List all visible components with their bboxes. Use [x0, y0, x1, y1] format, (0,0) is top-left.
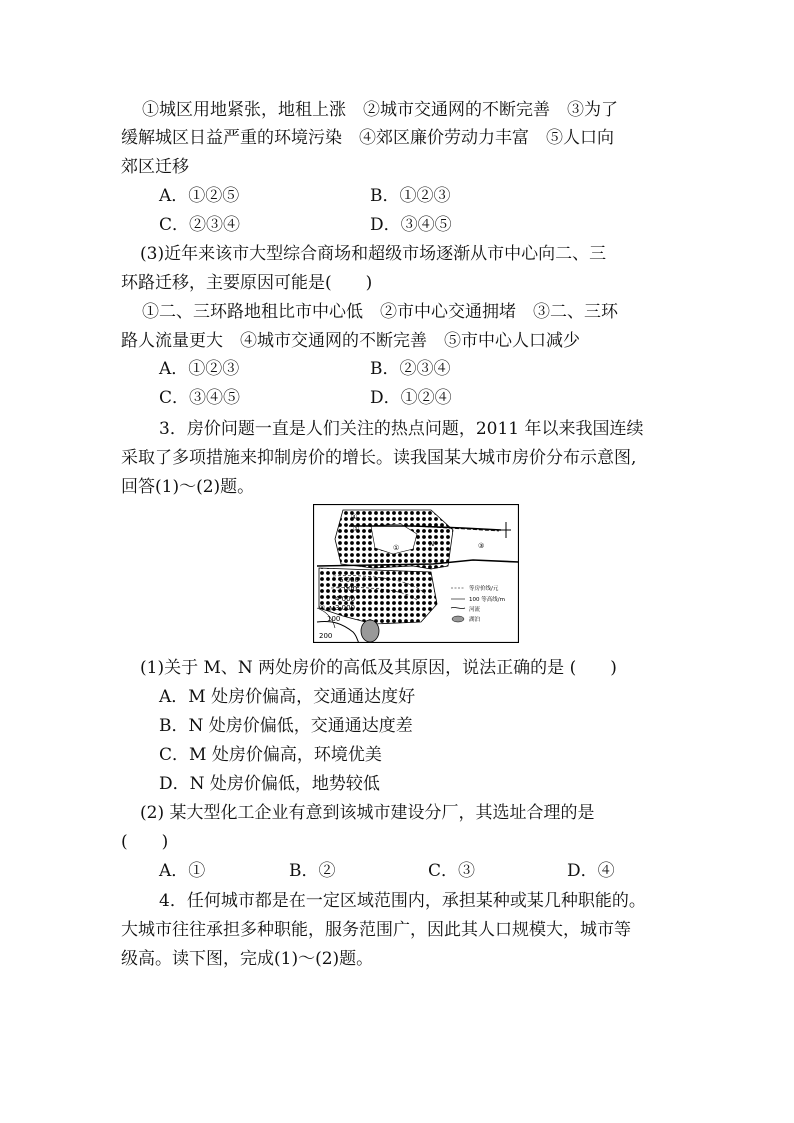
price-label-4000: 4 000 [335, 595, 356, 603]
q2-item-line-2: 缓解城区日益严重的环境污染 ④郊区廉价劳动力丰富 ⑤人口向 [121, 128, 614, 148]
q3-sub1-option-c[interactable]: C．M 处房价偏高，环境优美 [159, 745, 382, 765]
map-label-4: ① [393, 544, 400, 552]
q3-sub1-stem: (1)关于 M、N 两处房价的高低及其原因，说法正确的是 ( ) [140, 658, 617, 678]
elevation-label-100: 100 [327, 615, 341, 623]
legend-contour: 100 等高线/m [469, 597, 505, 603]
q3-option-c[interactable]: C．③④⑤ [159, 388, 241, 408]
q3-sub2-stem-line-1: (2) 某大型化工企业有意到该城市建设分厂，其选址合理的是 [140, 803, 595, 823]
q3-sub2-option-d[interactable]: D．④ [567, 861, 615, 881]
map-label-2: ① [353, 525, 360, 533]
q2-option-a[interactable]: A．①②⑤ [159, 186, 240, 206]
q3-intro-line-2: 采取了多项措施来抑制房价的增长。读我国某大城市房价分布示意图, [121, 448, 637, 468]
legend-lake-icon [452, 616, 464, 622]
q4-intro-line-3: 级高。读下图，完成(1)～(2)题。 [121, 949, 374, 969]
q3-intro-line-3: 回答(1)～(2)题。 [121, 477, 255, 497]
q3-sub-stem-line-2: 环路迁移，主要原因可能是( ) [121, 273, 373, 293]
q3-sub2-option-a[interactable]: A．① [159, 861, 206, 881]
q3-option-d[interactable]: D．①②④ [370, 388, 452, 408]
map-label-M: M [329, 605, 336, 613]
price-label-5000: 5 000 [337, 585, 358, 593]
q3-intro-line-1: 3．房价问题一直是人们关注的热点问题，2011 年以来我国连续 [159, 419, 644, 439]
q3-sub1-option-d[interactable]: D．N 处房价偏低，地势较低 [159, 774, 380, 794]
map-lake [361, 620, 379, 642]
legend-price: 等房价线/元 [469, 586, 499, 592]
map-label-3: ③ [478, 542, 485, 550]
q3-sub2-stem-line-2: ( ) [121, 832, 169, 852]
map-label-N: N [429, 540, 435, 548]
q2-option-d[interactable]: D．③④⑤ [370, 215, 452, 235]
q3-sub2-option-c[interactable]: C．③ [428, 861, 476, 881]
legend-lake: 湖泊 [469, 617, 481, 623]
q4-intro-line-1: 4．任何城市都是在一定区域范围内，承担某种或某几种职能的。 [159, 891, 646, 911]
elevation-label-200: 200 [319, 632, 333, 640]
q3-sub-items-line-1: ①二、三环路地租比市中心低 ②市中心交通拥堵 ③二、三环 [142, 302, 618, 322]
price-label-3000: 3 000 [335, 604, 356, 612]
house-price-map [313, 504, 519, 643]
q3-option-b[interactable]: B．②③④ [370, 359, 451, 379]
map-label-5: ② [319, 604, 326, 612]
q3-sub1-option-b[interactable]: B．N 处房价偏低，交通通达度差 [159, 716, 413, 736]
q4-intro-line-2: 大城市往往承担多种职能，服务范围广，因此其人口规模大，城市等 [121, 920, 631, 940]
price-label-6000: 6 000 [339, 576, 360, 584]
q2-item-line-1: ①城区用地紧张，地租上涨 ②城市交通网的不断完善 ③为了 [142, 100, 618, 120]
q3-sub-items-line-2: 路人流量更大 ④城市交通网的不断完善 ⑤市中心人口减少 [121, 331, 580, 351]
q3-sub2-option-b[interactable]: B．② [289, 861, 336, 881]
q2-option-b[interactable]: B．①②③ [370, 186, 451, 206]
q2-item-line-3: 郊区迁移 [121, 157, 189, 177]
q2-option-c[interactable]: C．②③④ [159, 215, 241, 235]
map-label-1: ④ [351, 513, 358, 521]
legend-river: 河流 [469, 607, 481, 613]
q3-sub1-option-a[interactable]: A．M 处房价偏高，交通通达度好 [159, 687, 416, 707]
q3-sub-stem-line-1: (3)近年来该市大型综合商场和超级市场逐渐从市中心向二、三 [140, 244, 607, 264]
q3-option-a[interactable]: A．①②③ [159, 359, 240, 379]
